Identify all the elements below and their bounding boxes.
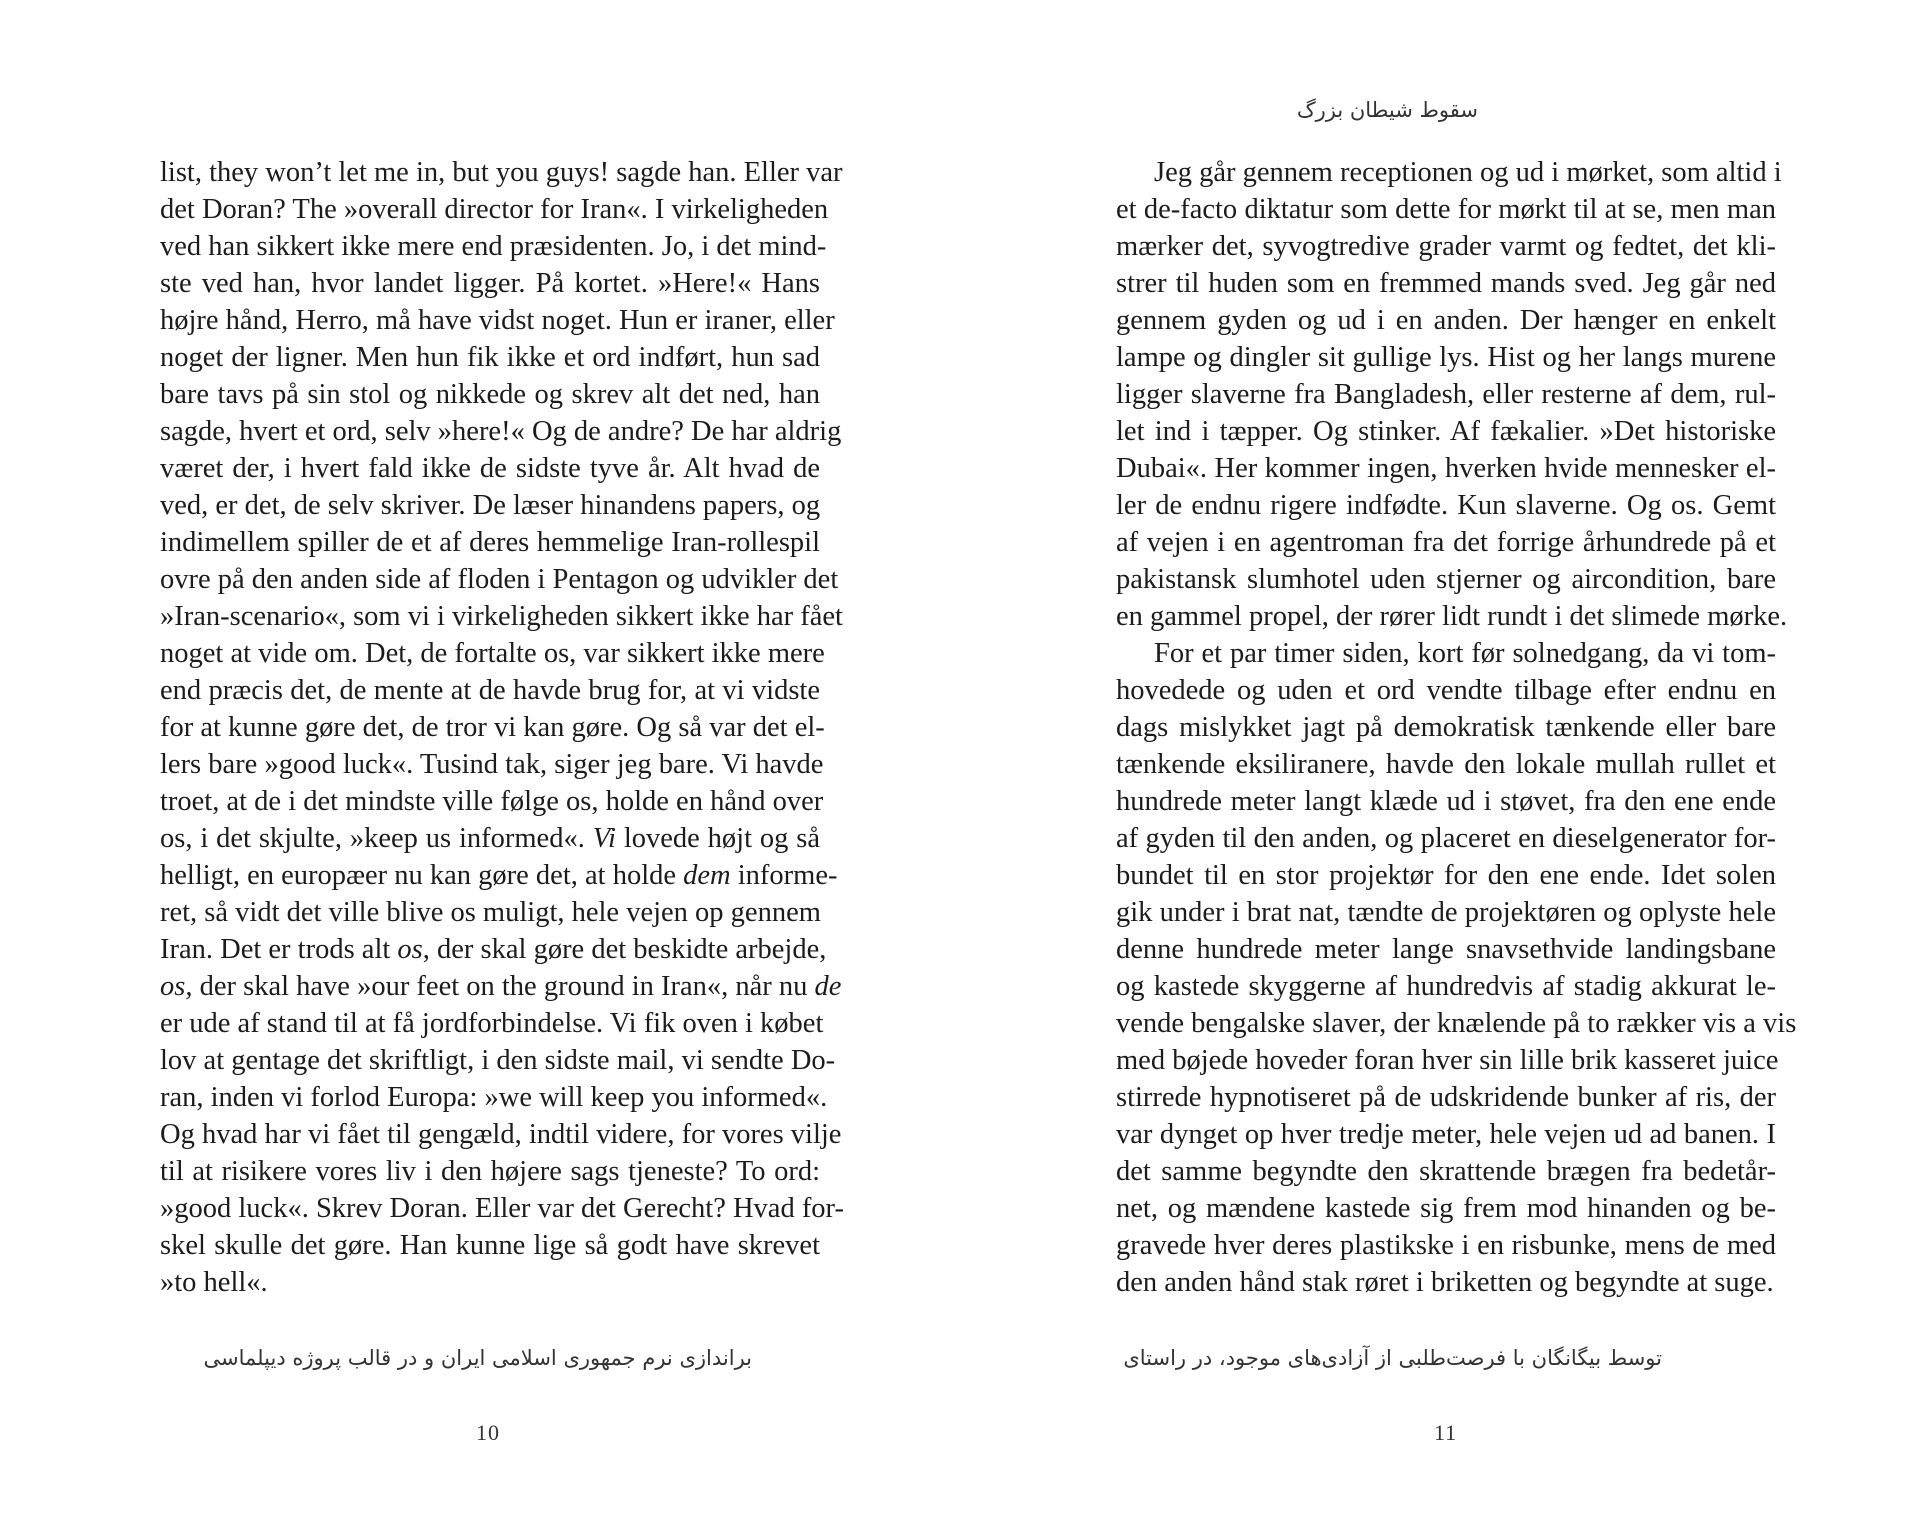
text-segment: helligt, en europæer nu kan gøre det, at holde xyxy=(160,860,684,891)
text-line xyxy=(1116,302,1776,339)
text-segment: noget at vide om. Det, de fortalte os, var sikkert ikke mere xyxy=(160,638,825,669)
text-line xyxy=(160,857,838,894)
text-line xyxy=(160,228,827,265)
text-line xyxy=(1116,857,1776,894)
text-line xyxy=(160,783,824,820)
text-segment: for at kunne gøre det, de tror vi kan gøre. Og så var det el- xyxy=(160,712,825,743)
text-line xyxy=(1116,894,1776,931)
text-line xyxy=(160,672,820,709)
text-segment: af vejen i en agentroman fra det forrige århundrede på et xyxy=(1116,527,1776,558)
text-segment: højre hånd, Herro, må have vidst noget. Hun er iraner, eller xyxy=(160,305,835,336)
text-segment: bundet til en stor projektør for den ene ende. Idet solen xyxy=(1116,860,1776,891)
text-segment: end præcis det, de mente at de havde brug for, at vi vidste xyxy=(160,675,820,706)
text-line xyxy=(160,1227,820,1264)
text-line xyxy=(1116,1153,1776,1190)
left-footer-farsi-text: براندازی نرم جمهوری اسلامی ایران و در قالب پروژه دیپلماسی xyxy=(203,1346,752,1370)
text-segment: lov at gentage det skriftligt, i den sidste mail, vi sendte Do- xyxy=(160,1045,836,1076)
text-segment: skel skulle det gøre. Han kunne lige så godt have skrevet xyxy=(160,1230,820,1261)
text-segment: mærker det, syvogtredive grader varmt og fedtet, det kli- xyxy=(1116,231,1776,262)
text-line xyxy=(160,1042,836,1079)
text-segment: dags mislykket jagt på demokratisk tænkende eller bare xyxy=(1116,712,1776,743)
text-segment: »good luck«. Skrev Doran. Eller var det Gerecht? Hvad for- xyxy=(160,1193,844,1224)
text-segment: lers bare »good luck«. Tusind tak, siger jeg bare. Vi havde xyxy=(160,749,824,780)
running-head: سقوط شیطان بزرگ xyxy=(1296,98,1478,122)
text-segment: gravede hver deres plastikske i en risbunke, mens de med xyxy=(1116,1230,1776,1261)
text-segment: net, og mændene kastede sig frem mod hinanden og be- xyxy=(1116,1193,1776,1224)
text-line xyxy=(1116,820,1776,857)
text-line xyxy=(160,154,843,191)
italic-text: de xyxy=(814,971,842,1002)
text-segment: været der, i hvert fald ikke de sidste tyve år. Alt hvad de xyxy=(160,453,820,484)
text-line xyxy=(160,931,827,968)
text-line xyxy=(160,1116,842,1153)
text-segment: ler de endnu rigere indfødte. Kun slaverne. Og os. Gemt xyxy=(1116,490,1776,521)
text-line xyxy=(160,820,820,857)
text-line xyxy=(1116,450,1776,487)
text-segment: ved han sikkert ikke mere end præsidenten. Jo, i det mind- xyxy=(160,231,827,262)
text-segment: der skal have »our feet on the ground in Iran«, når nu xyxy=(192,971,815,1002)
text-segment: stirrede hypnotiseret på de udskridende bunker af ris, der xyxy=(1116,1082,1776,1113)
text-line xyxy=(1116,487,1776,524)
text-segment: ret, så vidt det ville blive os muligt, hele vejen op gennem xyxy=(160,897,821,928)
text-segment: ran, inden vi forlod Europa: »we will keep you informed«. xyxy=(160,1082,828,1113)
text-line xyxy=(160,339,820,376)
text-line xyxy=(160,413,842,450)
text-line xyxy=(160,376,820,413)
text-line xyxy=(1116,709,1776,746)
text-line xyxy=(160,524,820,561)
text-line xyxy=(160,302,835,339)
text-line xyxy=(1116,783,1776,820)
text-line xyxy=(160,709,825,746)
text-line xyxy=(1116,561,1776,598)
text-line xyxy=(1116,154,1782,191)
text-segment: var dynget op hver tredje meter, hele vejen ud ad banen. I xyxy=(1116,1119,1776,1150)
italic-text: dem xyxy=(683,860,731,891)
text-segment: lovede højt og så xyxy=(615,823,820,854)
text-segment: »Iran-scenario«, som vi i virkeligheden sikkert ikke har fået xyxy=(160,601,843,632)
text-segment: bare tavs på sin stol og nikkede og skrev alt det ned, han xyxy=(160,379,820,410)
text-line xyxy=(1116,598,1788,635)
text-line xyxy=(160,1005,824,1042)
text-segment: vende bengalske slaver, der knælende på to rækker vis a vis xyxy=(1116,1008,1797,1039)
text-line xyxy=(1116,191,1776,228)
text-segment: er ude af stand til at få jordforbindelse. Vi fik oven i købet xyxy=(160,1008,824,1039)
text-line xyxy=(160,1190,844,1227)
text-line xyxy=(160,1264,820,1301)
left-body-text xyxy=(160,154,844,1301)
text-line xyxy=(160,968,842,1005)
right-page-number: 11 xyxy=(1434,1420,1458,1445)
left-page-number: 10 xyxy=(476,1420,500,1445)
text-segment: os, i det skjulte, »keep us informed«. xyxy=(160,823,593,854)
text-line xyxy=(1116,228,1776,265)
italic-text: os, xyxy=(160,971,193,1002)
text-segment: indimellem spiller de et af deres hemmelige Iran-rollespil xyxy=(160,527,820,558)
text-line xyxy=(1116,1042,1779,1079)
text-segment: det Doran? The »overall director for Iran«. I virkeligheden xyxy=(160,194,829,225)
text-segment: af gyden til den anden, og placeret en dieselgenerator for- xyxy=(1116,823,1776,854)
text-segment: og kastede skyggerne af hundredvis af stadig akkurat le- xyxy=(1116,971,1776,1002)
text-line xyxy=(160,894,820,931)
text-segment: hundrede meter langt klæde ud i støvet, fra den ene ende xyxy=(1116,786,1776,817)
text-line xyxy=(1116,1227,1776,1264)
text-segment: hovedede og uden et ord vendte tilbage efter endnu en xyxy=(1116,675,1776,706)
text-segment: ved, er det, de selv skriver. De læser hinandens papers, og xyxy=(160,490,821,521)
right-body-text xyxy=(1116,154,1797,1301)
text-line xyxy=(1116,339,1776,376)
text-segment: sagde, hvert et ord, selv »here!« Og de andre? De har aldrig xyxy=(160,416,842,447)
text-segment: informe- xyxy=(730,860,838,891)
text-segment: lampe og dingler sit gullige lys. Hist og her langs murene xyxy=(1116,342,1776,373)
text-line xyxy=(160,191,829,228)
text-segment: ste ved han, hvor landet ligger. På kortet. »Here!« Hans xyxy=(160,268,820,299)
text-segment: Jeg går gennem receptionen og ud i mørket, som altid i xyxy=(1154,157,1782,188)
text-line xyxy=(1116,1005,1797,1042)
text-segment: et de-facto diktatur som dette for mørkt til at se, men man xyxy=(1116,194,1776,225)
right-page xyxy=(960,0,1920,1529)
text-line xyxy=(1116,413,1776,450)
text-line xyxy=(1116,931,1776,968)
text-segment: strer til huden som en fremmed mands sved. Jeg går ned xyxy=(1116,268,1776,299)
text-line xyxy=(160,487,820,524)
text-line xyxy=(1116,376,1776,413)
text-line xyxy=(1116,1190,1776,1227)
text-segment: denne hundrede meter lange snavsethvide landingsbane xyxy=(1116,934,1776,965)
text-line xyxy=(1116,1116,1776,1153)
italic-text: Vi xyxy=(592,823,616,854)
text-line xyxy=(1116,746,1776,783)
text-segment: let ind i tæpper. Og stinker. Af fækalier. »Det historiske xyxy=(1116,416,1776,447)
text-segment: med bøjede hoveder foran hver sin lille brik kasseret juice xyxy=(1116,1045,1779,1076)
text-segment: den anden hånd stak røret i briketten og begyndte at suge. xyxy=(1116,1267,1774,1298)
right-footer-farsi-text: توسط بیگانگان با فرصت‌طلبی از آزادی‌های موجود، در راستای xyxy=(1123,1346,1662,1370)
text-line xyxy=(160,450,820,487)
text-segment: For et par timer siden, kort før solnedgang, da vi tom- xyxy=(1154,638,1776,669)
text-line xyxy=(160,746,824,783)
text-segment: ligger slaverne fra Bangladesh, eller resterne af dem, rul- xyxy=(1116,379,1776,410)
text-line xyxy=(160,635,825,672)
text-line xyxy=(1116,635,1776,672)
text-segment: Dubai«. Her kommer ingen, hverken hvide mennesker el- xyxy=(1116,453,1776,484)
text-line xyxy=(1116,524,1776,561)
text-line xyxy=(1116,1079,1776,1116)
text-segment: pakistansk slumhotel uden stjerner og aircondition, bare xyxy=(1116,564,1776,595)
text-segment: tænkende eksiliranere, havde den lokale mullah rullet et xyxy=(1116,749,1776,780)
italic-text: os xyxy=(397,934,423,965)
text-segment: , der skal gøre det beskidte arbejde, xyxy=(422,934,827,965)
text-segment: ovre på den anden side af floden i Pentagon og udvikler det xyxy=(160,564,839,595)
text-segment: Iran. Det er trods alt xyxy=(160,934,398,965)
text-line xyxy=(160,265,820,302)
text-segment: en gammel propel, der rører lidt rundt i det slimede mørke. xyxy=(1116,601,1788,632)
text-line xyxy=(160,1079,828,1116)
text-line xyxy=(1116,672,1776,709)
text-line xyxy=(160,598,843,635)
text-segment: »to hell«. xyxy=(160,1267,268,1298)
text-segment: gennem gyden og ud i en anden. Der hænger en enkelt xyxy=(1116,305,1776,336)
text-segment: noget der ligner. Men hun fik ikke et ord indført, hun sad xyxy=(160,342,820,373)
text-segment: list, they won’t let me in, but you guys! sagde han. Eller var xyxy=(160,157,843,188)
text-line xyxy=(1116,968,1776,1005)
text-line xyxy=(160,561,839,598)
text-segment: troet, at de i det mindste ville følge os, holde en hånd over xyxy=(160,786,824,817)
text-segment: gik under i brat nat, tændte de projektøren og oplyste hele xyxy=(1116,897,1776,928)
text-segment: til at risikere vores liv i den højere sags tjeneste? To ord: xyxy=(160,1156,820,1187)
text-line xyxy=(1116,265,1776,302)
text-segment: Og hvad har vi fået til gengæld, indtil videre, for vores vilje xyxy=(160,1119,842,1150)
text-line xyxy=(1116,1264,1776,1301)
text-line xyxy=(160,1153,820,1190)
text-segment: det samme begyndte den skrattende brægen fra bedetår- xyxy=(1116,1156,1776,1187)
